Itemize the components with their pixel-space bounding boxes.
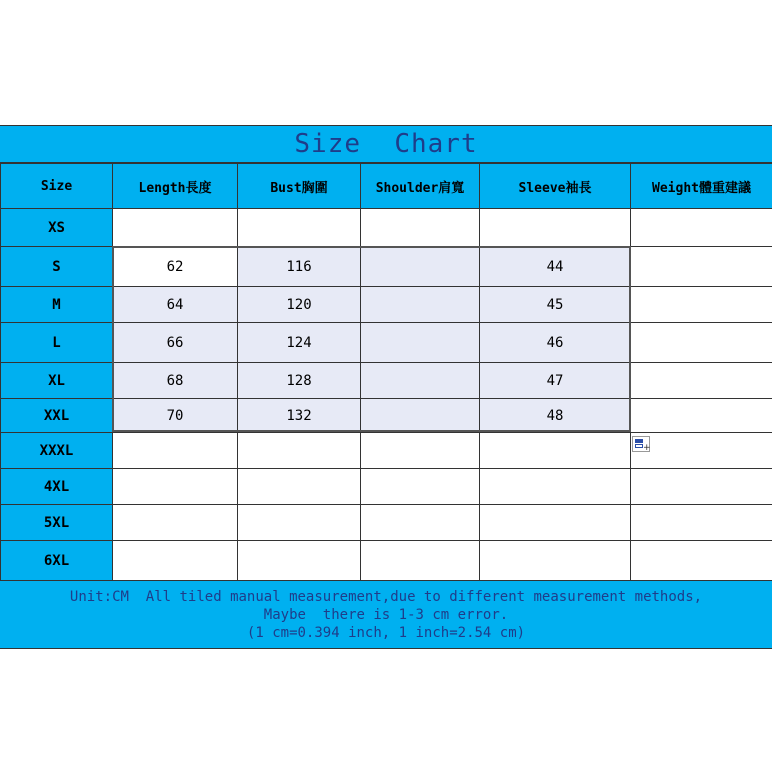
paste-icon-bottom — [635, 444, 643, 448]
weight-cell[interactable] — [631, 541, 772, 581]
bust-cell[interactable]: 120 — [238, 287, 361, 323]
size-cell[interactable]: M — [1, 287, 113, 323]
sleeve-cell[interactable] — [480, 541, 631, 581]
table-row — [1, 209, 772, 247]
title-bar — [0, 125, 772, 163]
shoulder-cell[interactable] — [361, 399, 480, 433]
header-weight[interactable]: Weight體重建議 — [631, 164, 772, 209]
sleeve-cell[interactable] — [480, 505, 631, 541]
size-cell[interactable]: S — [1, 247, 113, 287]
bust-cell[interactable]: 132 — [238, 399, 361, 433]
header-shoulder[interactable]: Shoulder肩寬 — [361, 164, 480, 209]
size-cell[interactable]: XXL — [1, 399, 113, 433]
shoulder-cell[interactable] — [361, 247, 480, 287]
paste-icon-top — [635, 439, 643, 443]
size-cell[interactable]: XS — [1, 209, 113, 247]
header-sleeve[interactable]: Sleeve袖長 — [480, 164, 631, 209]
header-length[interactable]: Length長度 — [113, 164, 238, 209]
shoulder-cell[interactable] — [361, 287, 480, 323]
sleeve-cell[interactable]: 47 — [480, 363, 631, 399]
size-cell[interactable]: 4XL — [1, 469, 113, 505]
size-table — [0, 163, 772, 581]
length-cell[interactable]: 64 — [113, 287, 238, 323]
sleeve-cell[interactable]: 48 — [480, 399, 631, 433]
shoulder-cell[interactable] — [361, 505, 480, 541]
sleeve-cell[interactable] — [480, 209, 631, 247]
length-cell[interactable] — [113, 469, 238, 505]
chart-title: Size Chart — [294, 129, 478, 159]
weight-cell[interactable] — [631, 247, 772, 287]
size-cell[interactable]: XXXL — [1, 433, 113, 469]
bust-cell[interactable]: 128 — [238, 363, 361, 399]
shoulder-cell[interactable] — [361, 541, 480, 581]
bust-cell[interactable] — [238, 209, 361, 247]
table-row — [1, 541, 772, 581]
table-row — [1, 323, 772, 363]
header-row — [1, 164, 772, 209]
shoulder-cell[interactable] — [361, 363, 480, 399]
weight-cell[interactable] — [631, 433, 772, 469]
shoulder-cell[interactable] — [361, 323, 480, 363]
bust-cell[interactable]: 116 — [238, 247, 361, 287]
shoulder-cell[interactable] — [361, 433, 480, 469]
weight-cell[interactable] — [631, 209, 772, 247]
size-cell[interactable]: XL — [1, 363, 113, 399]
table-row — [1, 433, 772, 469]
sleeve-cell[interactable] — [480, 469, 631, 505]
paste-icon-plus: + — [643, 443, 651, 453]
shoulder-cell[interactable] — [361, 469, 480, 505]
footer-line-3: (1 cm=0.394 inch, 1 inch=2.54 cm) — [246, 624, 526, 641]
sleeve-cell[interactable]: 46 — [480, 323, 631, 363]
weight-cell[interactable] — [631, 363, 772, 399]
shoulder-cell[interactable] — [361, 209, 480, 247]
length-cell[interactable] — [113, 541, 238, 581]
length-cell[interactable]: 70 — [113, 399, 238, 433]
table-row — [1, 505, 772, 541]
size-cell[interactable]: 6XL — [1, 541, 113, 581]
footer-line-2: Maybe there is 1-3 cm error. — [263, 606, 509, 623]
length-cell[interactable]: 66 — [113, 323, 238, 363]
bust-cell[interactable]: 124 — [238, 323, 361, 363]
length-cell[interactable] — [113, 433, 238, 469]
table-row — [1, 469, 772, 505]
sleeve-cell[interactable]: 45 — [480, 287, 631, 323]
sleeve-cell[interactable]: 44 — [480, 247, 631, 287]
bust-cell[interactable] — [238, 541, 361, 581]
table-row — [1, 247, 772, 287]
table-row — [1, 287, 772, 323]
bust-cell[interactable] — [238, 505, 361, 541]
length-cell[interactable] — [113, 209, 238, 247]
weight-cell[interactable] — [631, 399, 772, 433]
length-cell[interactable]: 68 — [113, 363, 238, 399]
length-cell[interactable] — [113, 505, 238, 541]
bust-cell[interactable] — [238, 469, 361, 505]
footer-note — [0, 581, 772, 649]
table-row — [1, 363, 772, 399]
header-bust[interactable]: Bust胸圍 — [238, 164, 361, 209]
size-chart-sheet — [0, 125, 772, 649]
paste-options-icon[interactable] — [632, 436, 650, 452]
weight-cell[interactable] — [631, 505, 772, 541]
weight-cell[interactable] — [631, 323, 772, 363]
sleeve-cell[interactable] — [480, 433, 631, 469]
size-cell[interactable]: 5XL — [1, 505, 113, 541]
weight-cell[interactable] — [631, 287, 772, 323]
length-cell[interactable]: 62 — [113, 247, 238, 287]
footer-line-1: Unit:CM All tiled manual measurement,due to different measurement methods, — [69, 588, 703, 605]
weight-cell[interactable] — [631, 469, 772, 505]
bust-cell[interactable] — [238, 433, 361, 469]
size-cell[interactable]: L — [1, 323, 113, 363]
header-size[interactable]: Size — [1, 164, 113, 209]
table-row — [1, 399, 772, 433]
